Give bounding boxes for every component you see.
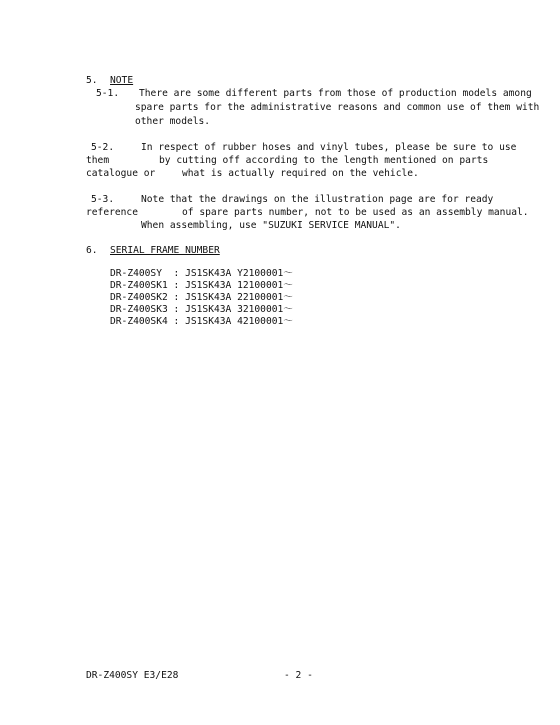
- section-6-number: 6.: [86, 245, 98, 256]
- paragraph-5-2-line-2a: them: [86, 155, 110, 166]
- serial-row: DR-Z400SK1 : JS1SK43A 12100001～: [110, 280, 293, 291]
- paragraph-5-1-line-1: There are some different parts from those of production models among: [139, 88, 532, 99]
- paragraph-5-3-line-2b: of spare parts number, not to be used as an assembly manual.: [182, 207, 529, 218]
- paragraph-5-2-line-3b: what is actually required on the vehicle.: [182, 168, 419, 179]
- paragraph-5-3-line-3: When assembling, use "SUZUKI SERVICE MANUAL".: [141, 220, 401, 231]
- footer-page-number: - 2 -: [284, 670, 313, 681]
- paragraph-5-2-line-2b: by cutting off according to the length mentioned on parts: [159, 155, 489, 166]
- paragraph-5-3-number: 5-3.: [91, 194, 115, 205]
- serial-row: DR-Z400SK4 : JS1SK43A 42100001～: [110, 316, 293, 327]
- footer-model-code: DR-Z400SY E3/E28: [86, 670, 179, 681]
- paragraph-5-1-number: 5-1.: [96, 88, 120, 99]
- section-6-title: SERIAL FRAME NUMBER: [110, 245, 220, 256]
- serial-frame-number-list: [110, 268, 293, 328]
- paragraph-5-1-line-2: spare parts for the administrative reasons and common use of them with: [135, 102, 540, 113]
- paragraph-5-2-line-1: In respect of rubber hoses and vinyl tubes, please be sure to use: [141, 142, 517, 153]
- section-5-number: 5.: [86, 75, 98, 86]
- serial-row: DR-Z400SK3 : JS1SK43A 32100001～: [110, 304, 293, 315]
- serial-row: DR-Z400SK2 : JS1SK43A 22100001～: [110, 292, 293, 303]
- paragraph-5-2-number: 5-2.: [91, 142, 115, 153]
- paragraph-5-1-line-3: other models.: [135, 116, 211, 127]
- serial-row: DR-Z400SY : JS1SK43A Y2100001～: [110, 268, 293, 279]
- section-5-title: NOTE: [110, 75, 134, 86]
- paragraph-5-2-line-3a: catalogue or: [86, 168, 156, 179]
- paragraph-5-3-line-1: Note that the drawings on the illustration page are for ready: [141, 194, 494, 205]
- paragraph-5-3-line-2a: reference: [86, 207, 138, 218]
